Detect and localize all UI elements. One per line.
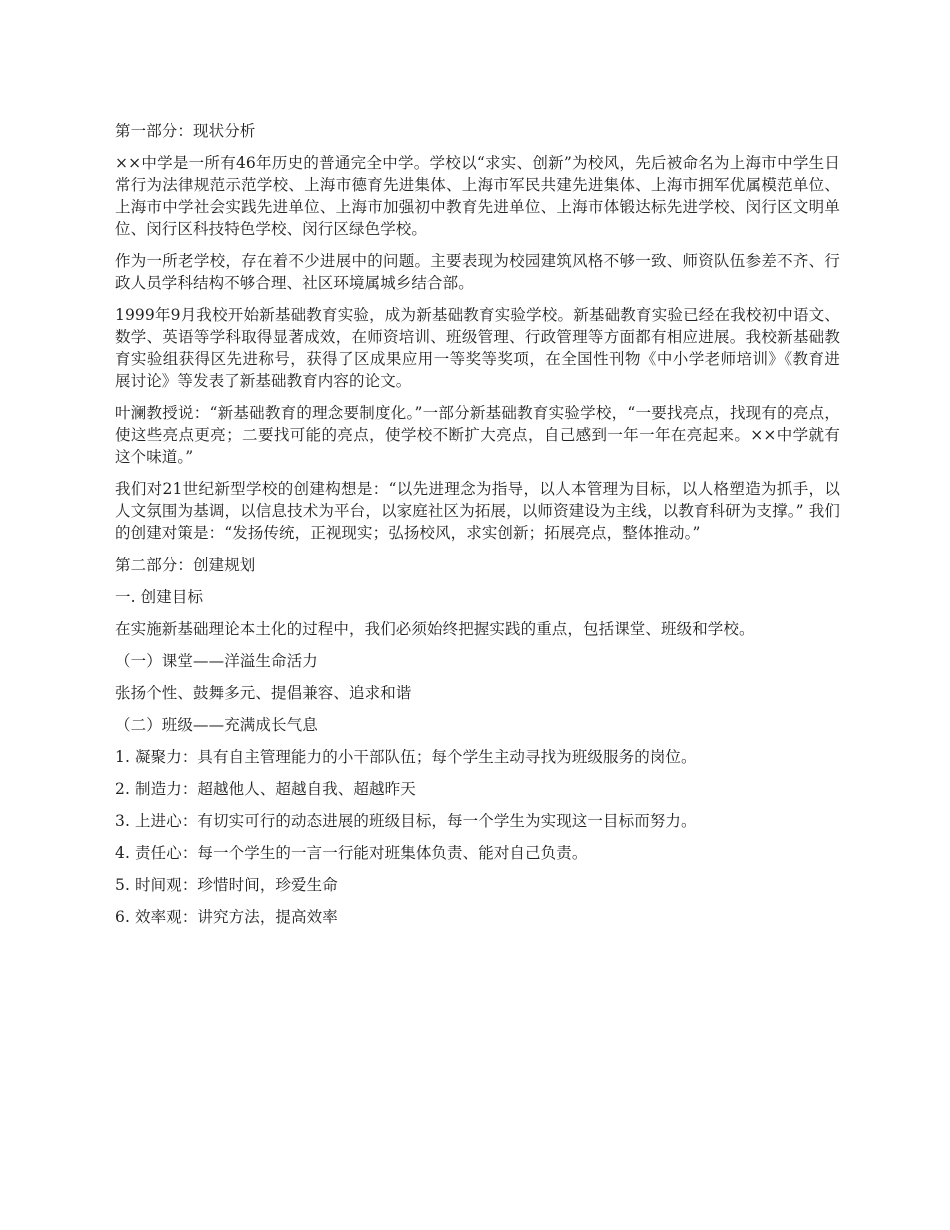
- paragraph-experiment: 1999年9月我校开始新基础教育实验，成为新基础教育实验学校。新基础教育实验已经在我校初中语文、数学、英语等学科取得显著成效，在师资培训、班级管理、行政管理等方面都有相应进展。我校新基础教育实验组获得区先进称号，获得了区成果应用一等奖等奖项，在全国性刊物《中小学老师培训》《教育进展讨论》等发表了新基础教育内容的论文。: [115, 306, 840, 390]
- subheading-goals: 一. 创建目标: [115, 588, 204, 606]
- section-heading-part-one: 第一部分：现状分析: [115, 122, 256, 140]
- section-heading-part-two: 第二部分：创建规划: [115, 556, 256, 574]
- paragraph-professor-quote: 叶澜教授说：“新基础教育的理念要制度化。”一部分新基础教育实验学校，“一要找亮点，找现有的亮点，使这些亮点更亮；二要找可能的亮点，使学校不断扩大亮点，自己感到一年一年在亮起来。××中学就有这个味道。”: [115, 404, 840, 466]
- subheading-classroom: （一）课堂——洋溢生命活力: [115, 652, 318, 670]
- list-item: 5. 时间观：珍惜时间，珍爱生命: [115, 876, 338, 894]
- paragraph-focus: 在实施新基础理论本土化的过程中，我们必须始终把握实践的重点，包括课堂、班级和学校。: [115, 620, 755, 638]
- paragraph-problems: 作为一所老学校，存在着不少进展中的问题。主要表现为校园建筑风格不够一致、师资队伍参差不齐、行政人员学科结构不够合理、社区环境属城乡结合部。: [115, 252, 840, 292]
- list-item: 3. 上进心：有切实可行的动态进展的班级目标，每一个学生为实现这一目标而努力。: [115, 812, 697, 830]
- list-item: 6. 效率观：讲究方法，提高效率: [115, 908, 338, 926]
- subheading-class: （二）班级——充满成长气息: [115, 716, 318, 734]
- list-item: 1. 凝聚力：具有自主管理能力的小干部队伍；每个学生主动寻找为班级服务的岗位。: [115, 748, 697, 766]
- paragraph-classroom-values: 张扬个性、鼓舞多元、提倡兼容、追求和谐: [115, 684, 412, 702]
- list-item: 4. 责任心：每一个学生的一言一行能对班集体负责、能对自己负责。: [115, 844, 588, 862]
- paragraph-vision: 我们对21世纪新型学校的创建构想是：“以先进理念为指导，以人本管理为目标，以人格塑造为抓手，以人文氛围为基调，以信息技术为平台，以家庭社区为拓展，以师资建设为主线，以教育科研为支撑。” 我们的创建对策是：“发扬传统，正视现实；弘扬校风，求实创新；拓展亮点，整体推动。”: [115, 480, 840, 542]
- document-page: [115, 120, 840, 938]
- paragraph-school-intro: ××中学是一所有46年历史的普通完全中学。学校以“求实、创新”为校风，先后被命名为上海市中学生日常行为法律规范示范学校、上海市德育先进集体、上海市军民共建先进集体、上海市拥军优属模范单位、上海市中学社会实践先进单位、上海市加强初中教育先进单位、上海市体锻达标先进学校、闵行区文明单位、闵行区科技特色学校、闵行区绿色学校。: [115, 154, 840, 238]
- list-item: 2. 制造力：超越他人、超越自我、超越昨天: [115, 780, 416, 798]
